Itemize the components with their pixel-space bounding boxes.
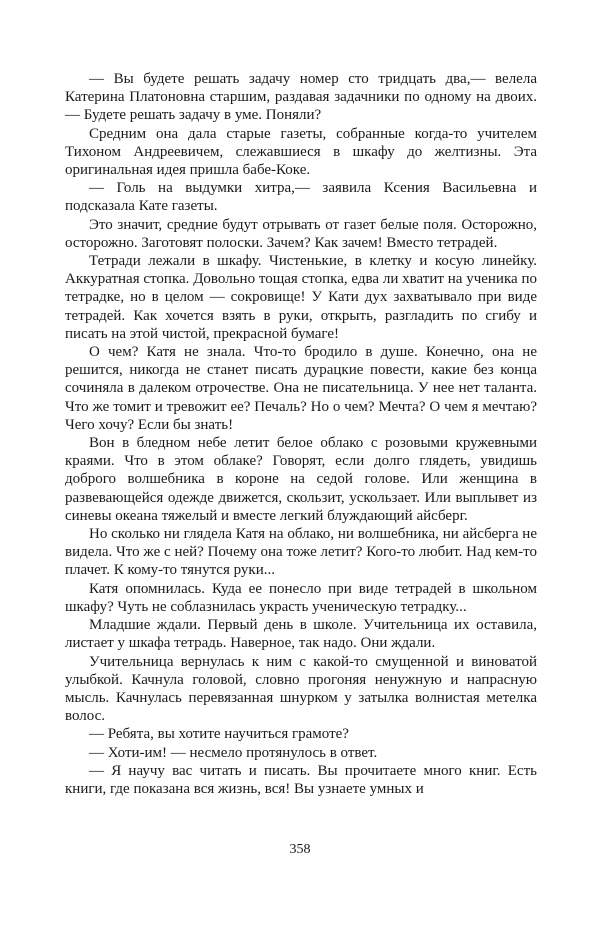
paragraph-3: — Голь на выдумки хитра,— заявила Ксения Васильевна и подсказала Кате газеты. xyxy=(65,180,537,215)
paragraph-6: О чем? Катя не знала. Что-то бродило в душе. Конечно, она не решится, никогда не станет писать дурацкие повести, какие без конца сочиняла в далеком отрочестве. Она не писательница. У нее нет таланта. Что же томит и тревожит ее? Печаль? Но о чем? Мечта? О чем я мечтаю? Чего хочу? Если бы знать! xyxy=(65,344,537,433)
paragraph-13: — Хоти-им! — несмело протянулось в ответ. xyxy=(89,744,378,761)
paragraph-10: Младшие ждали. Первый день в школе. Учительница их оставила, листает у шкафа тетрадь. Наверное, так надо. Они ждали. xyxy=(65,617,537,652)
paragraph-7: Вон в бледном небе летит белое облако с розовыми кружевными краями. Что в этом облаке? Говорят, если долго глядеть, увидишь доброго волшебника в короне на седой голове. Или женщина в развевающейся одежде движется, скользит, ускользает. Или выплывет из синевы океана тяжелый и вместе легкий блуждающий айсберг. xyxy=(65,435,537,524)
page-number: 358 xyxy=(289,842,311,857)
paragraph-4: Это значит, средние будут отрывать от газет белые поля. Осторожно, осторожно. Заготовят полоски. Зачем? Как зачем! Вместо тетрадей. xyxy=(65,216,537,251)
page-text-block xyxy=(65,70,537,798)
paragraph-2: Средним она дала старые газеты, собранные когда-то учителем Тихоном Андреевичем, слежавшиеся в шкафу до желтизны. Эта оригинальная идея пришла бабе-Коке. xyxy=(65,125,537,179)
paragraph-12: — Ребята, вы хотите научиться грамоте? xyxy=(89,726,349,743)
paragraph-8: Но сколько ни глядела Катя на облако, ни волшебника, ни айсберга не видела. Что же с ней? Почему она тоже летит? Кого-то любит. Над кем-то плачет. К кому-то тянутся руки... xyxy=(65,526,537,579)
paragraph-1: — Вы будете решать задачу номер сто тридцать два,— велела Катерина Платоновна старшим, раздавая задачники по одному на двоих.— Будете решать задачу в уме. Поняли? xyxy=(65,71,537,124)
paragraph-5: Тетради лежали в шкафу. Чистенькие, в клетку и косую линейку. Аккуратная стопка. Довольно тощая стопка, едва ли хватит на ученика по тетрадке, но в целом — сокровище! У Кати дух захватывало при виде тетрадей. Как хочется взять в руки, открыть, разгладить по сгибу и писать на этой чистой, прекрасной бумаге! xyxy=(65,253,537,342)
paragraph-9: Катя опомнилась. Куда ее понесло при виде тетрадей в школьном шкафу? Чуть не соблазнилась украсть ученическую тетрадку... xyxy=(65,580,537,615)
paragraph-11: Учительница вернулась к ним с какой-то смущенной и виноватой улыбкой. Качнула головой, словно прогоняя ненужную и напрасную мысль. Качнулась перевязанная шнурком у затылка волнистая метелка волос. xyxy=(65,653,537,725)
paragraph-14: — Я научу вас читать и писать. Вы прочитаете много книг. Есть книги, где показана вся жизнь, вся! Вы узнаете умных и xyxy=(65,762,537,797)
